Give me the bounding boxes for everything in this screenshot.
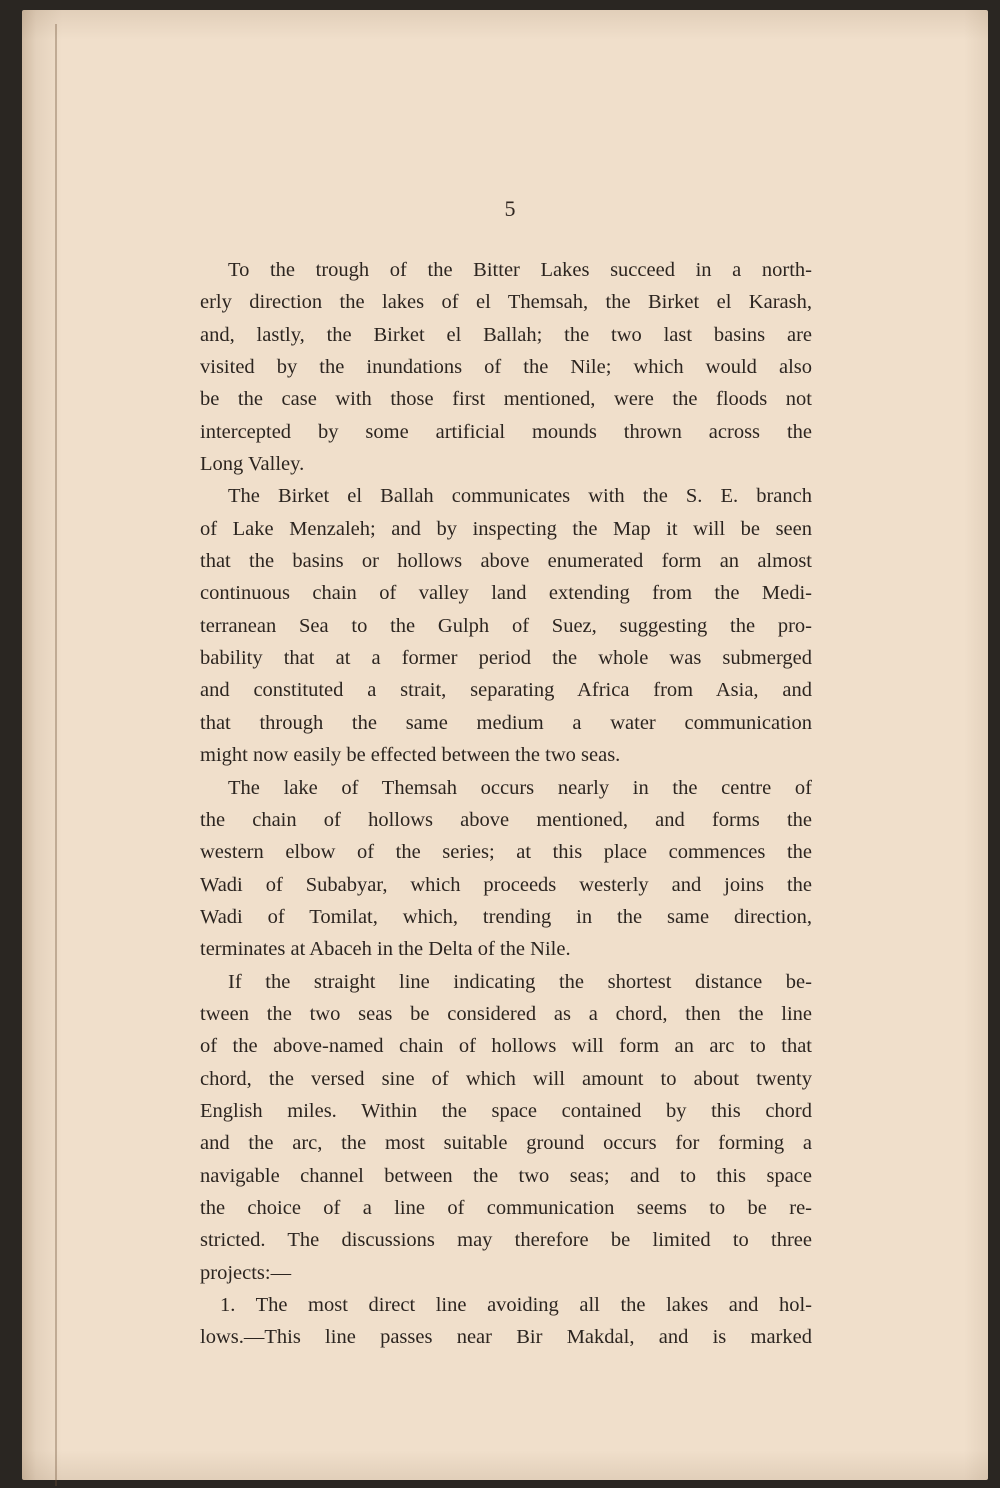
text-line: terranean Sea to the Gulph of Suez, suggesting the pro-: [200, 614, 812, 637]
text-line: continuous chain of valley land extending from the Medi-: [200, 582, 812, 605]
text-line: visited by the inundations of the Nile; which would also: [200, 356, 812, 379]
text-line: bability that at a former period the whole was submerged: [200, 647, 812, 670]
text-line: lows.—This line passes near Bir Makdal, and is marked: [200, 1326, 812, 1349]
text-line: might now easily be effected between the two seas.: [200, 744, 621, 767]
text-line: that the basins or hollows above enumerated form an almost: [200, 550, 812, 573]
text-line: and the arc, the most suitable ground occurs for forming a: [200, 1132, 812, 1155]
text-line: English miles. Within the space contained by this chord: [200, 1099, 812, 1122]
text-line: be the case with those first mentioned, were the floods not: [200, 388, 812, 411]
text-line: Wadi of Subabyar, which proceeds westerly and joins the: [200, 873, 812, 896]
text-line: that through the same medium a water communication: [200, 711, 812, 734]
text-line: tween the two seas be considered as a chord, then the line: [200, 1002, 812, 1025]
text-line: stricted. The discussions may therefore be limited to three: [200, 1229, 812, 1252]
text-line: The Birket el Ballah communicates with the S. E. branch: [228, 485, 812, 508]
text-line: intercepted by some artificial mounds thrown across the: [200, 420, 812, 443]
text-line: Long Valley.: [200, 453, 305, 476]
text-line: western elbow of the series; at this place commences the: [200, 841, 812, 864]
text-line: If the straight line indicating the shortest distance be-: [228, 970, 812, 993]
text-line: erly direction the lakes of el Themsah, the Birket el Karash,: [200, 291, 812, 314]
text-line: of Lake Menzaleh; and by inspecting the Map it will be seen: [200, 517, 812, 540]
text-line: navigable channel between the two seas; and to this space: [200, 1164, 812, 1187]
text-line: Wadi of Tomilat, which, trending in the same direction,: [200, 905, 812, 928]
text-line: The lake of Themsah occurs nearly in the centre of: [228, 776, 812, 799]
page-number: 5: [504, 196, 516, 221]
text-line: To the trough of the Bitter Lakes succeed in a north-: [228, 259, 812, 281]
text-line: 1. The most direct line avoiding all the lakes and hol-: [220, 1294, 812, 1316]
body-text: [200, 254, 812, 1354]
text-line: terminates at Abaceh in the Delta of the Nile.: [200, 938, 571, 961]
text-line: and constituted a strait, separating Africa from Asia, and: [200, 679, 812, 702]
text-line: and, lastly, the Birket el Ballah; the two last basins are: [200, 323, 812, 346]
text-line: projects:—: [200, 1261, 292, 1284]
text-line: of the above-named chain of hollows will form an arc to that: [200, 1035, 812, 1058]
page-gutter-edge: [55, 24, 57, 1486]
text-line: the choice of a line of communication seems to be re-: [200, 1196, 812, 1219]
text-line: chord, the versed sine of which will amount to about twenty: [200, 1067, 812, 1090]
text-line: the chain of hollows above mentioned, and forms the: [200, 808, 812, 831]
